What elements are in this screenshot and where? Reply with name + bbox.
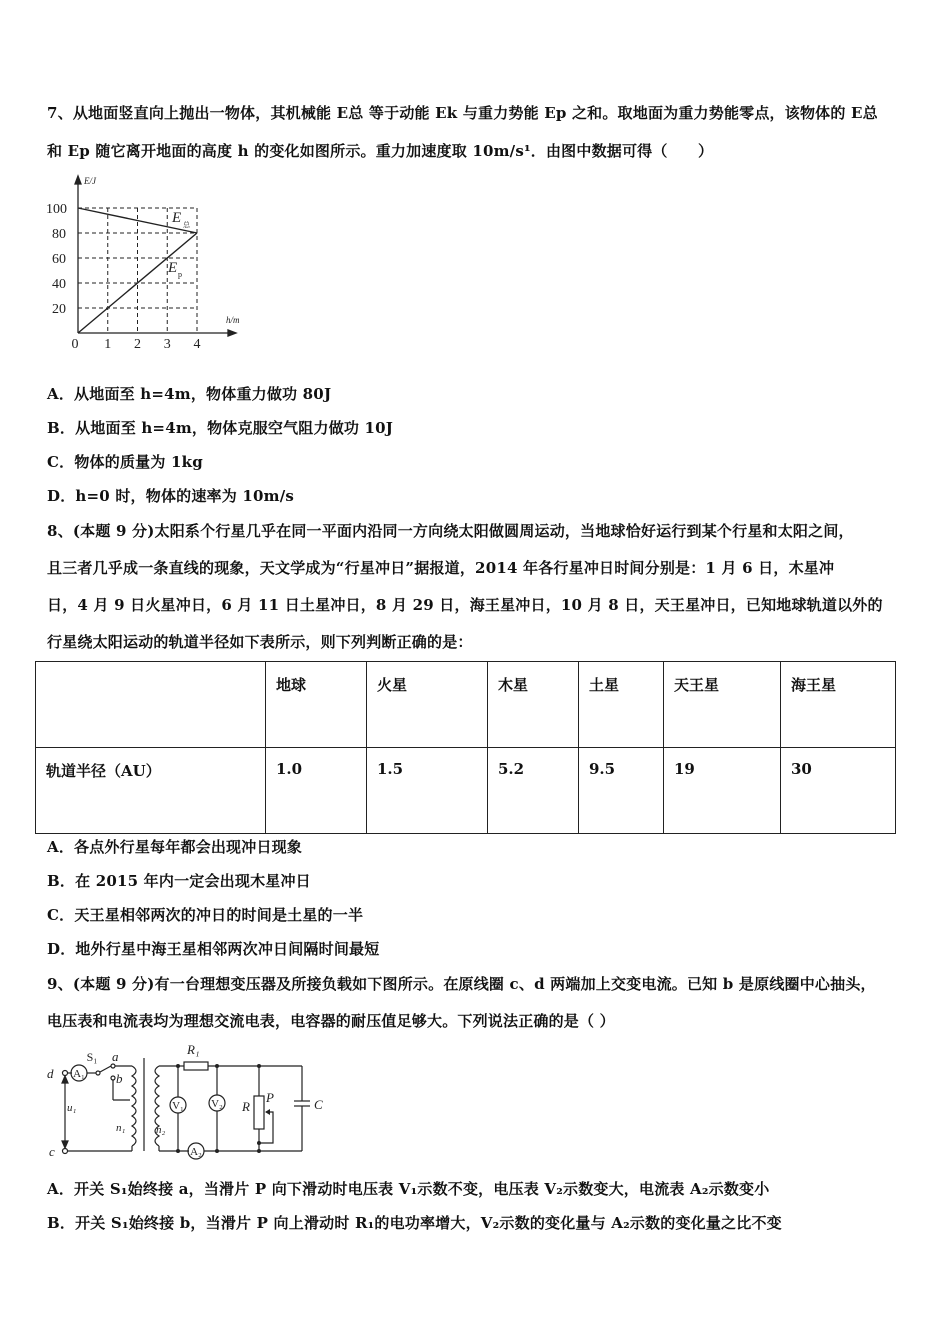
table-header-cell [36,662,266,748]
q8-stem-line-3: 日，4 月 9 日火星冲日，6 月 11 日土星冲日，8 月 29 日，海王星冲日，10 月 8 日，天王星冲日，已知地球轨道以外的 [47,596,883,614]
table-header-cell: 海王星 [781,662,896,748]
label-ep: E [168,260,178,276]
voltmeter-v1-icon: V₁ [172,1100,184,1112]
table-header-row [36,662,896,748]
table-cell: 1.5 [367,748,488,834]
table-header-cell: 土星 [579,662,664,748]
table-cell: 19 [664,748,781,834]
q7-option-d[interactable]: D．h=0 时，物体的速率为 10m/s [47,487,295,505]
n2-label: n₂ [156,1124,166,1136]
n1-label: n₁ [116,1122,126,1134]
svg-text:2: 2 [134,337,141,352]
table-cell: 1.0 [266,748,367,834]
q7-option-c[interactable]: C．物体的质量为 1kg [47,453,203,471]
svg-text:20: 20 [52,302,66,317]
svg-text:p: p [178,270,182,279]
svg-text:4: 4 [193,337,201,352]
orbit-radius-table [35,661,896,834]
q7-option-b[interactable]: B．从地面至 h=4m，物体克服空气阻力做功 10J [47,419,394,437]
table-cell: 30 [781,748,896,834]
chart-y-ticks [46,202,67,317]
capacitor-c-label: C [314,1097,323,1112]
q9-option-b[interactable]: B．开关 S₁始终接 b，当滑片 P 向上滑动时 R₁的电功率增大，V₂示数的变化量与 A₂示数的变化量之比不变 [47,1214,782,1232]
q9-stem-line-1: 9、(本题 9 分)有一台理想变压器及所接负载如下图所示。在原线圈 c、d 两端加上交变电流。已知 b 是原线圈中心抽头， [47,975,876,993]
svg-text:60: 60 [52,252,66,267]
terminal-d-label: d [47,1066,54,1081]
svg-text:40: 40 [52,277,66,292]
svg-text:总: 总 [183,221,190,229]
table-header-cell: 地球 [266,662,367,748]
q9-stem-line-2: 电压表和电流表均为理想交流电表，电容器的耐压值足够大。下列说法正确的是（ ） [47,1012,615,1030]
q8-stem-line-2: 且三者几乎成一条直线的现象，天文学成为“行星冲日”据报道，2014 年各行星冲日时间分别是：1 月 6 日，木星冲 [47,559,835,577]
x-axis-label: h/m [226,315,240,325]
table-cell: 9.5 [579,748,664,834]
voltmeter-v2-icon: V₂ [211,1098,223,1110]
u1-label: u₁ [67,1102,77,1114]
svg-text:3: 3 [163,337,171,352]
terminal-c-label: c [49,1144,55,1159]
table-header-cell: 木星 [488,662,579,748]
table-header-cell: 天王星 [664,662,781,748]
slider-p-label: P [266,1090,274,1105]
contact-b-label: b [116,1071,123,1086]
svg-text:0: 0 [71,337,79,352]
label-e-total: E [172,210,182,226]
r-label: R [242,1099,250,1114]
table-cell: 轨道半径（AU） [36,748,266,834]
r1-label: R₁ [187,1042,200,1057]
switch-s1-label: S₁ [86,1050,98,1064]
y-axis-label: E/J [84,176,96,186]
chart-x-ticks [72,337,201,352]
q7-stem-line-1: 7、从地面竖直向上抛出一物体，其机械能 E总 等于动能 Ek 与重力势能 Ep 之和。取地面为重力势能零点，该物体的 E总 [47,104,878,122]
transformer-circuit-diagram [44,1036,344,1166]
ammeter-a2-icon: A₂ [190,1146,202,1158]
svg-text:1: 1 [104,337,112,352]
contact-a-label: a [112,1049,119,1064]
q8-option-d[interactable]: D．地外行星中海王星相邻两次冲日间隔时间最短 [47,940,380,958]
energy-height-chart [44,172,254,352]
q8-stem-line-4: 行星绕太阳运动的轨道半径如下表所示，则下列判断正确的是： [47,633,473,651]
q8-stem-line-1: 8、(本题 9 分)太阳系个行星几乎在同一平面内沿同一方向绕太阳做圆周运动，当地球恰好运行到某个行星和太阳之间， [47,522,854,540]
q8-option-a[interactable]: A．各点外行星每年都会出现冲日现象 [47,838,303,856]
q7-stem-line-2: 和 Ep 随它离开地面的高度 h 的变化如图所示。重力加速度取 10m/s¹．由图中数据可得（ ） [47,142,714,160]
q8-option-c[interactable]: C．天王星相邻两次的冲日的时间是土星的一半 [47,906,364,924]
table-cell: 5.2 [488,748,579,834]
ammeter-a1-icon: A₁ [73,1068,85,1080]
svg-text:100: 100 [46,202,67,217]
chart-axes [75,176,236,336]
q8-option-b[interactable]: B．在 2015 年内一定会出现木星冲日 [47,872,311,890]
q9-option-a[interactable]: A．开关 S₁始终接 a，当滑片 P 向下滑动时电压表 V₁示数不变，电压表 V₂示数变大，电流表 A₂示数变小 [47,1180,770,1198]
svg-text:80: 80 [52,227,66,242]
q7-option-a[interactable]: A．从地面至 h=4m，物体重力做功 80J [47,385,332,403]
table-header-cell: 火星 [367,662,488,748]
table-row [36,748,896,834]
